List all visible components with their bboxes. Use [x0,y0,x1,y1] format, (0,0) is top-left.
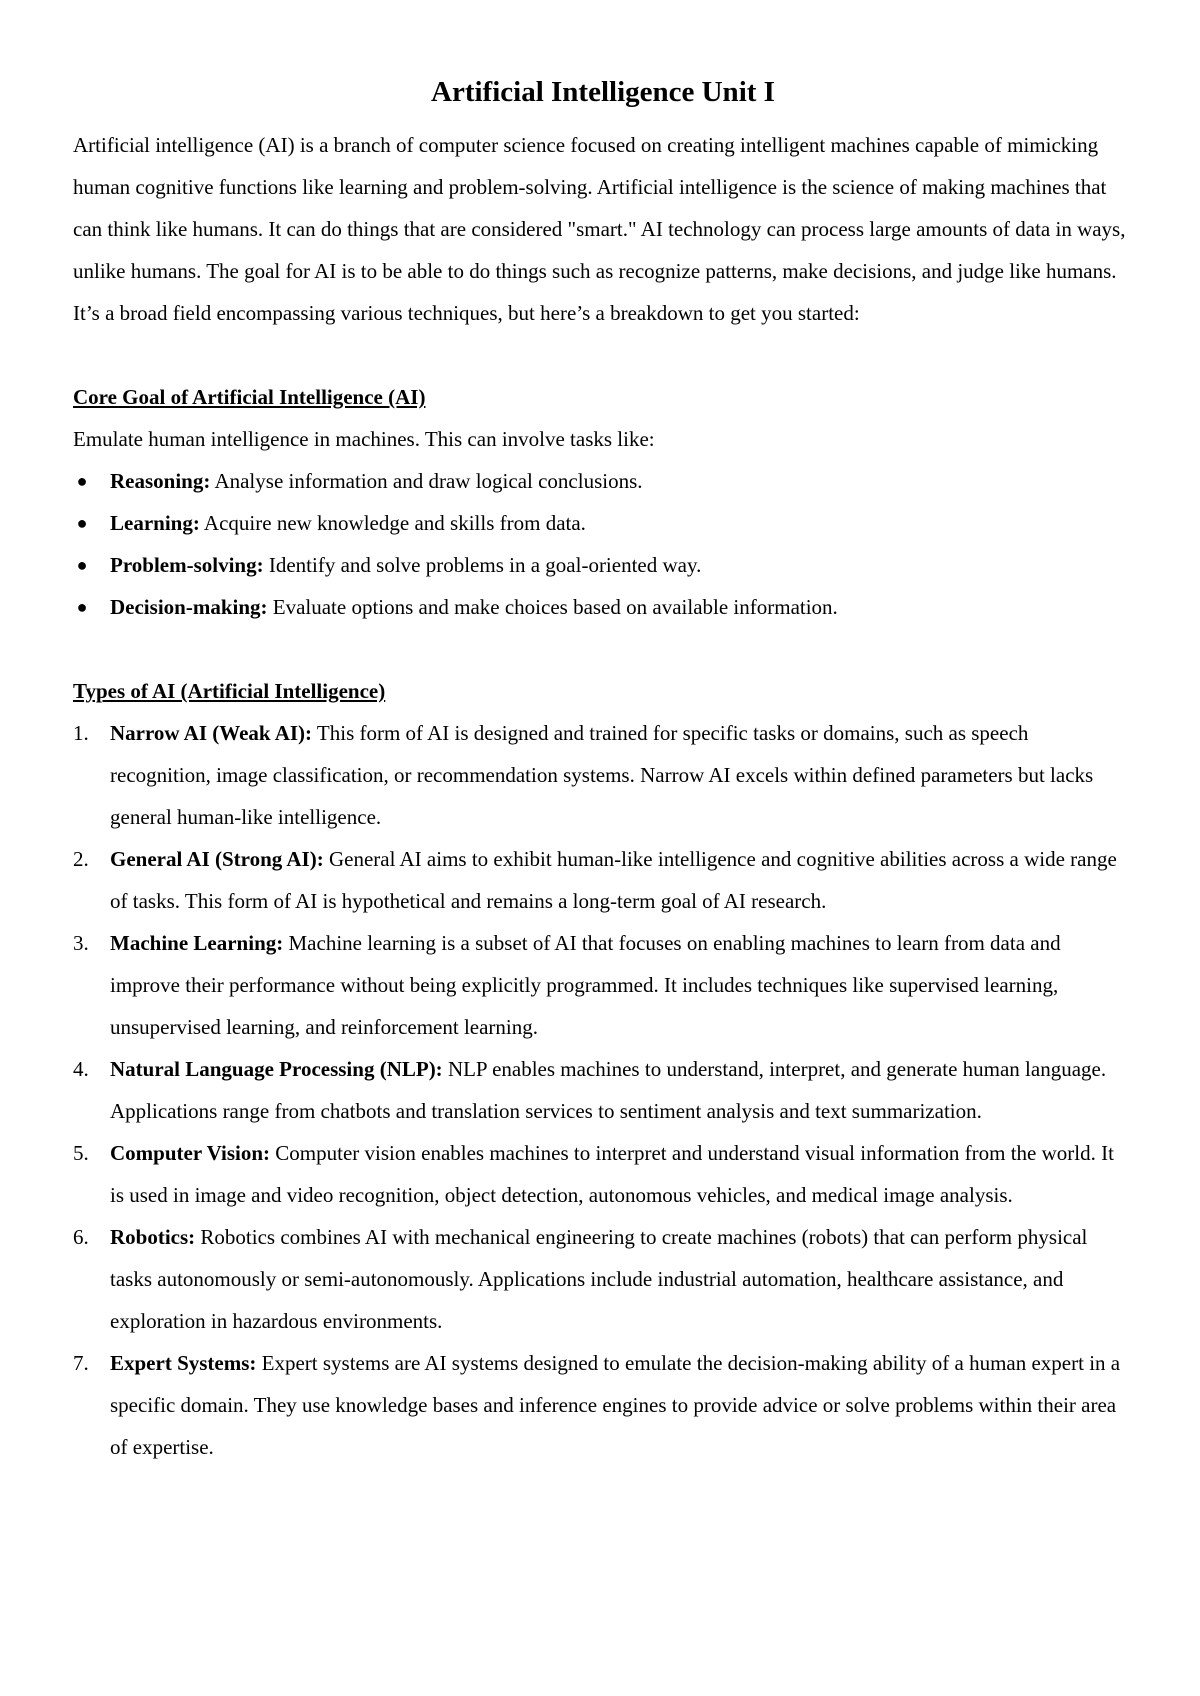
list-item [73,502,1133,544]
list-item-term: Learning: [110,511,200,535]
list-item [73,712,1133,838]
core-goal-heading: Core Goal of Artificial Intelligence (AI) [73,385,426,409]
list-item-text: Identify and solve problems in a goal-oriented way. [263,553,702,577]
bullet-icon: ● [76,597,88,617]
list-item-term: Problem-solving: [110,553,264,577]
list-item-text: Machine learning is a subset of AI that focuses on enabling machines to learn from data and improve their performance without being explicitly programmed. It includes techniques like supervised learning, unsupervised learning, and reinforcement learning. [110,931,1061,1039]
list-item [73,1216,1133,1342]
document-page [73,66,1133,1468]
document-title: Artificial Intelligence Unit I [431,76,775,108]
list-item-number: 7. [73,1351,89,1375]
list-item-text: This form of AI is designed and trained for specific tasks or domains, such as speech recognition, image classification, or recommendation systems. Narrow AI excels within defined parameters but lacks general human-like intelligence. [110,721,1094,829]
list-item-term: Reasoning: [110,469,211,493]
list-item-number: 5. [73,1141,89,1165]
types-heading: Types of AI (Artificial Intelligence) [73,679,386,703]
list-item-term: Natural Language Processing (NLP): [110,1057,443,1081]
intro-paragraph: Artificial intelligence (AI) is a branch of computer science focused on creating intelligent machines capable of mimicking human cognitive functions like learning and problem-solving. Artificial intelligence is the science of making machines that can think like humans. It can do things that are considered "smart." AI technology can process large amounts of data in ways, unlike humans. The goal for AI is to be able to do things such as recognize patterns, make decisions, and judge like humans. It’s a broad field encompassing various techniques, but here’s a breakdown to get you started: [73,133,1126,325]
core-goal-intro: Emulate human intelligence in machines. This can involve tasks like: [73,427,655,451]
section-spacer [73,628,1133,670]
list-item-number: 4. [73,1057,89,1081]
list-item [73,1132,1133,1216]
list-item-term: General AI (Strong AI): [110,847,324,871]
list-item-number: 6. [73,1225,89,1249]
list-item [73,1342,1133,1468]
list-item-term: Expert Systems: [110,1351,257,1375]
list-item-text: Computer vision enables machines to interpret and understand visual information from the world. It is used in image and video recognition, object detection, autonomous vehicles, and medical image analysis. [110,1141,1114,1207]
list-item-text: General AI aims to exhibit human-like intelligence and cognitive abilities across a wide range of tasks. This form of AI is hypothetical and remains a long-term goal of AI research. [110,847,1117,913]
list-item-text: NLP enables machines to understand, interpret, and generate human language. Applications range from chatbots and translation services to sentiment analysis and text summarization. [110,1057,1107,1123]
list-item-text: Acquire new knowledge and skills from data. [199,511,586,535]
list-item [73,586,1133,628]
list-item-number: 1. [73,721,89,745]
list-item-text: Expert systems are AI systems designed to emulate the decision-making ability of a human expert in a specific domain. They use knowledge bases and inference engines to provide advice or solve problems within their area of expertise. [110,1351,1121,1459]
list-item [73,460,1133,502]
bullet-icon: ● [76,555,88,575]
section-spacer [73,334,1133,376]
list-item-number: 2. [73,847,89,871]
bullet-icon: ● [76,513,88,533]
list-item [73,838,1133,922]
list-item-term: Computer Vision: [110,1141,271,1165]
list-item-number: 3. [73,931,89,955]
list-item-text: Analyse information and draw logical conclusions. [210,469,643,493]
list-item-term: Machine Learning: [110,931,284,955]
list-item-term: Narrow AI (Weak AI): [110,721,313,745]
list-item [73,544,1133,586]
list-item [73,922,1133,1048]
list-item-text: Robotics combines AI with mechanical engineering to create machines (robots) that can perform physical tasks autonomously or semi-autonomously. Applications include industrial automation, healthcare assistance, and exploration in hazardous environments. [110,1225,1088,1333]
core-goal-list [73,460,1133,628]
bullet-icon: ● [76,471,88,491]
list-item-term: Decision-making: [110,595,268,619]
list-item-text: Evaluate options and make choices based on available information. [267,595,838,619]
list-item [73,1048,1133,1132]
list-item-term: Robotics: [110,1225,196,1249]
types-list [73,712,1133,1468]
